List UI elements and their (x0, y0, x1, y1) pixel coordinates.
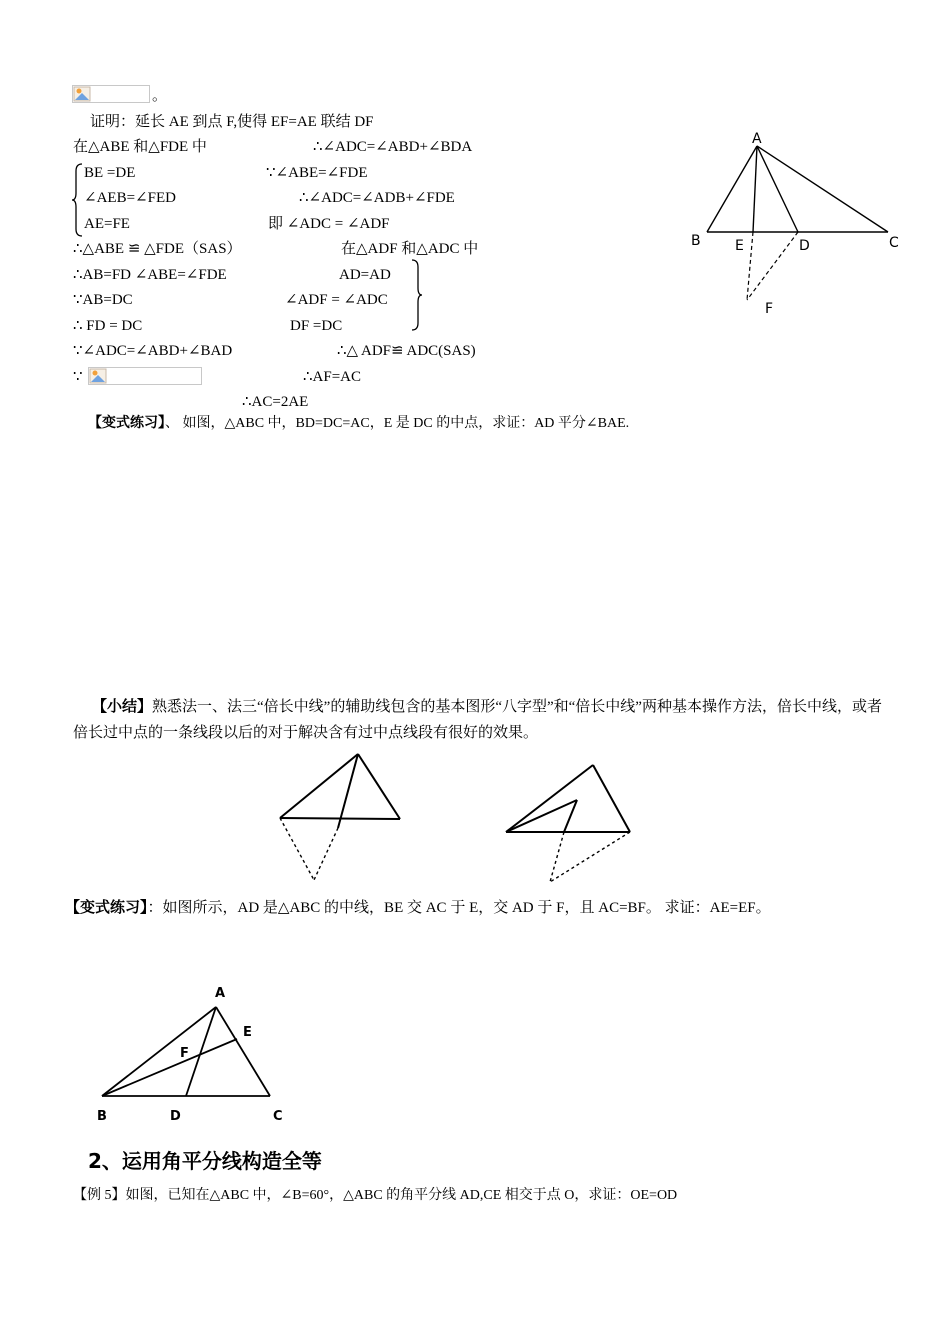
summary-text: 熟悉法一、法三“倍长中线”的辅助线包含的基本图形“八字型”和“倍长中线”两种基本操作方法，倍长中线，或者倍长过中点的一条线段以后的对于解决含有过中点线段有很好的效果。 (73, 699, 882, 741)
figure1-label: B (691, 233, 701, 249)
figure3-label: C (273, 1109, 283, 1124)
figure1-label: C (889, 235, 899, 251)
proof-left-line: ∴△ABE ≌ △FDE（SAS） (73, 241, 242, 257)
doubling-median-figure-b (500, 760, 640, 900)
proof-right-line: 在△ADF 和△ADC 中 (341, 241, 479, 257)
proof-left-line: ∴ FD = DC (73, 318, 143, 334)
exercise-text: ：如图所示，AD 是△ABC 的中线，BE 交 AC 于 E，交 AD 于 F，且 AC=BF。 求证：AE=EF。 (147, 900, 771, 916)
proof-left-line: 在△ABE 和△FDE 中 (73, 139, 207, 155)
proof-right-line: ∠ADF = ∠ADC (285, 292, 388, 308)
proof-left-line: BE =DE (84, 165, 136, 181)
proof-left-line: ∵∠ADC=∠ABD+∠BAD (73, 343, 233, 359)
figure3-label: D (170, 1109, 181, 1124)
triangle-figure-1 (685, 132, 915, 322)
image-icon (89, 368, 107, 384)
example-5 (73, 1187, 677, 1205)
exercise-tag: 【变式练习】 (65, 900, 148, 916)
exercise-1 (88, 415, 629, 433)
summary-tag: 【小结】 (92, 699, 153, 715)
triangle-figure-3 (90, 983, 290, 1123)
exercise-text: 、 如图，△ABC 中，BD=DC=AC，E 是 DC 的中点，求证：AD 平分∠BAE. (165, 416, 630, 431)
proof-left-line: ∴AB=FD ∠ABE=∠FDE (73, 267, 227, 283)
example-tag: 【例 5】 (73, 1188, 126, 1203)
section-heading: 2、运用角平分线构造全等 (88, 1149, 322, 1173)
broken-image-placeholder (72, 85, 150, 103)
proof-left-line: ∵AB=DC (73, 292, 133, 308)
exercise-tag: 【变式练习】 (88, 416, 165, 431)
figure3-label: E (243, 1025, 252, 1040)
proof-right-line: ∴∠ADC=∠ABD+∠BDA (313, 139, 473, 155)
figure3-label: B (97, 1109, 107, 1124)
figure1-label: A (752, 131, 762, 147)
figure3-label: F (180, 1046, 189, 1061)
proof-right-line: 即 ∠ADC = ∠ADF (268, 216, 390, 232)
proof-right-line: ∵∠ABE=∠FDE (266, 165, 368, 181)
proof-left-line: ∠AEB=∠FED (84, 190, 176, 206)
figure1-label: E (735, 238, 744, 254)
summary-paragraph (73, 694, 893, 746)
figure1-label: D (799, 238, 810, 254)
right-brace-icon (410, 259, 422, 331)
proof-right-line: ∴∠ADC=∠ADB+∠FDE (299, 190, 455, 206)
proof-right-line: AD=AD (339, 267, 391, 283)
exercise-2 (65, 899, 771, 917)
proof-right-line: ∴AC=2AE (242, 394, 309, 410)
proof-right-line: DF =DC (290, 318, 343, 334)
left-brace-icon (72, 163, 84, 237)
proof-intro: 证明：延长 AE 到点 F,使得 EF=AE 联结 DF (90, 114, 374, 130)
proof-left-line: AE=FE (84, 216, 130, 232)
proof-left-line: ∵ (73, 369, 83, 385)
proof-right-line: ∴△ ADF≌ ADC(SAS) (337, 343, 476, 359)
broken-image-placeholder (88, 367, 202, 385)
image-icon (73, 86, 91, 102)
figure3-label: A (215, 986, 226, 1001)
period: 。 (152, 88, 168, 104)
figure1-label: F (765, 301, 774, 317)
proof-right-line: ∴AF=AC (303, 369, 362, 385)
doubling-median-figure-a (270, 750, 410, 890)
example-text: 如图，已知在△ABC 中，∠B=60°，△ABC 的角平分线 AD,CE 相交于点 O，求证：OE=OD (125, 1188, 678, 1203)
